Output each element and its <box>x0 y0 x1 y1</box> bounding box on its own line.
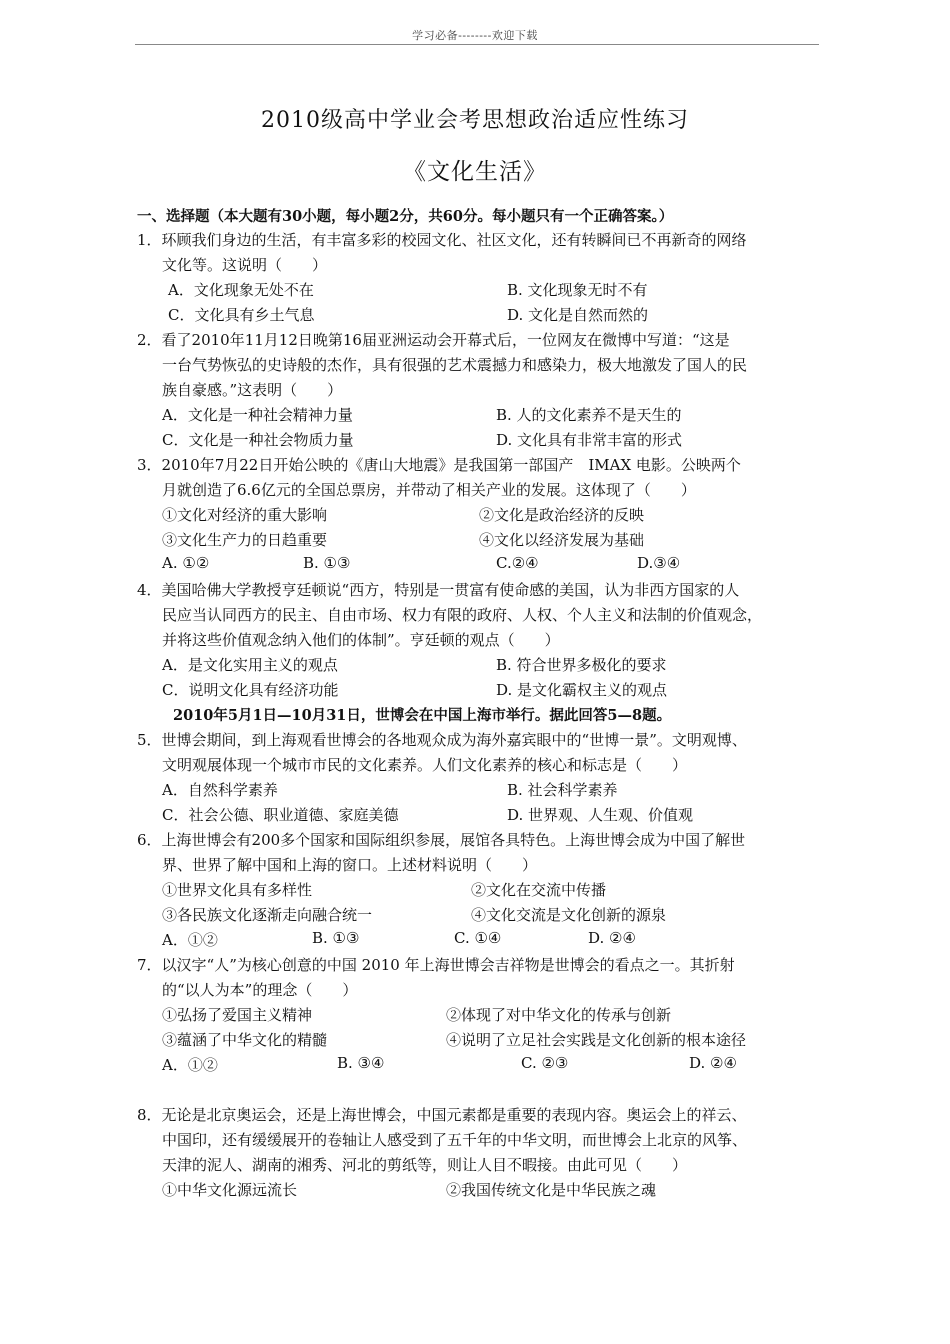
question-7-stem: 7．以汉字“人”为核心创意的中国 2010 年上海世博会吉祥物是世博会的看点之一。其折射 <box>137 956 735 974</box>
question-1-stem: 1．环顾我们身边的生活，有丰富多彩的校园文化、社区文化，还有转瞬间已不再新奇的网络 <box>137 231 747 249</box>
question-7-item-4: ④说明了立足社会实践是文化创新的根本途径 <box>446 1031 747 1049</box>
question-4-stem-cont: 民应当认同西方的民主、自由市场、权力有限的政府、人权、个人主义和法制的价值观念， <box>162 606 763 624</box>
question-7-item-2: ②体现了对中华文化的传承与创新 <box>446 1006 672 1024</box>
question-3-option-c: C.②④ <box>496 554 539 572</box>
question-3-option-a: A. ①② <box>162 554 210 572</box>
question-3-option-d: D.③④ <box>637 554 681 572</box>
question-6-item-2: ②文化在交流中传播 <box>471 881 607 899</box>
material-note: 2010年5月1日—10月31日，世博会在中国上海市举行。据此回答5—8题。 <box>173 707 672 724</box>
page-header: 学习必备--------欢迎下载 <box>412 29 538 42</box>
page-subtitle: 《文化生活》 <box>403 159 547 185</box>
question-3-item-3: ③文化生产力的日趋重要 <box>162 531 328 549</box>
question-2-stem: 2．看了2010年11月12日晚第16届亚洲运动会开幕式后，一位网友在微博中写道：“这是 <box>137 331 730 349</box>
question-8-stem-cont: 中国印，还有缓缓展开的卷轴让人感受到了五千年的中华文明，而世博会上北京的风筝、 <box>162 1131 748 1149</box>
question-5-option-b: B. 社会科学素养 <box>507 781 618 799</box>
question-2-option-c: C．文化是一种社会物质力量 <box>162 431 354 449</box>
section-heading: 一、选择题（本大题有30小题，每小题2分，共60分。每小题只有一个正确答案。） <box>137 208 674 225</box>
question-7-option-b: B. ③④ <box>337 1054 385 1072</box>
question-7-item-3: ③蕴涵了中华文化的精髓 <box>162 1031 328 1049</box>
question-7-option-c: C. ②③ <box>521 1054 569 1072</box>
question-2-option-b: B. 人的文化素养不是天生的 <box>496 406 682 424</box>
question-5-option-d: D. 世界观、人生观、价值观 <box>507 806 694 824</box>
question-8-stem: 8．无论是北京奥运会，还是上海世博会，中国元素都是重要的表现内容。奥运会上的祥云、 <box>137 1106 747 1124</box>
question-4-option-a: A．是文化实用主义的观点 <box>162 656 338 674</box>
question-3-item-2: ②文化是政治经济的反映 <box>479 506 645 524</box>
question-6-item-3: ③各民族文化逐渐走向融合统一 <box>162 906 373 924</box>
question-1-option-d: D. 文化是自然而然的 <box>507 306 649 324</box>
question-1-option-b: B. 文化现象无时不有 <box>507 281 648 299</box>
question-7-item-1: ①弘扬了爱国主义精神 <box>162 1006 313 1024</box>
question-4-stem-cont: 并将这些价值观念纳入他们的体制”。亨廷顿的观点（ ） <box>162 631 560 649</box>
header-divider <box>135 44 819 45</box>
question-4-option-c: C．说明文化具有经济功能 <box>162 681 339 699</box>
question-8-stem-cont: 天津的泥人、湖南的湘秀、河北的剪纸等，则让人目不暇接。由此可见（ ） <box>162 1156 688 1174</box>
question-5-stem: 5．世博会期间，到上海观看世博会的各地观众成为海外嘉宾眼中的“世博一景”。文明观博、 <box>137 731 747 749</box>
question-7-stem-cont: 的“以人为本”的理念（ ） <box>162 981 358 999</box>
question-7-option-a: A．①② <box>162 1056 218 1074</box>
question-6-item-4: ④文化交流是文化创新的源泉 <box>471 906 667 924</box>
page-title: 2010级高中学业会考思想政治适应性练习 <box>261 108 689 133</box>
question-4-option-b: B. 符合世界多极化的要求 <box>496 656 667 674</box>
question-4-stem: 4．美国哈佛大学教授亨廷顿说“西方，特别是一贯富有使命感的美国，认为非西方国家的人 <box>137 581 740 599</box>
question-6-option-b: B. ①③ <box>312 929 360 947</box>
question-6-stem-cont: 界、世界了解中国和上海的窗口。上述材料说明（ ） <box>162 856 538 874</box>
question-3-item-4: ④文化以经济发展为基础 <box>479 531 645 549</box>
question-6-option-a: A．①② <box>162 931 218 949</box>
question-5-option-a: A．自然科学素养 <box>162 781 278 799</box>
question-2-option-a: A．文化是一种社会精神力量 <box>162 406 353 424</box>
question-2-stem-cont: 族自豪感。”这表明（ ） <box>162 381 343 399</box>
question-5-stem-cont: 文明观展体现一个城市市民的文化素养。人们文化素养的核心和标志是（ ） <box>162 756 688 774</box>
question-6-option-c: C. ①④ <box>454 929 502 947</box>
question-8-item-2: ②我国传统文化是中华民族之魂 <box>446 1181 657 1199</box>
question-2-option-d: D. 文化具有非常丰富的形式 <box>496 431 683 449</box>
question-8-item-1: ①中华文化源远流长 <box>162 1181 298 1199</box>
question-1-stem-cont: 文化等。这说明（ ） <box>162 256 328 274</box>
question-7-option-d: D. ②④ <box>689 1054 737 1072</box>
question-3-item-1: ①文化对经济的重大影响 <box>162 506 328 524</box>
question-6-option-d: D. ②④ <box>588 929 636 947</box>
question-3-stem: 3．2010年7月22日开始公映的《唐山大地震》是我国第一部国产 IMAX 电影。公映两个 <box>137 456 741 474</box>
question-6-stem: 6．上海世博会有200多个国家和国际组织参展，展馆各具特色。上海世博会成为中国了解世 <box>137 831 746 849</box>
question-1-option-a: A．文化现象无处不在 <box>168 281 314 299</box>
question-3-option-b: B. ①③ <box>303 554 351 572</box>
question-5-option-c: C．社会公德、职业道德、家庭美德 <box>162 806 399 824</box>
question-6-item-1: ①世界文化具有多样性 <box>162 881 313 899</box>
question-1-option-c: C．文化具有乡土气息 <box>168 306 315 324</box>
question-3-stem-cont: 月就创造了6.6亿元的全国总票房，并带动了相关产业的发展。这体现了（ ） <box>162 481 696 499</box>
question-4-option-d: D. 是文化霸权主义的观点 <box>496 681 668 699</box>
question-2-stem-cont: 一台气势恢弘的史诗般的杰作，具有很强的艺术震撼力和感染力，极大地激发了国人的民 <box>162 356 748 374</box>
